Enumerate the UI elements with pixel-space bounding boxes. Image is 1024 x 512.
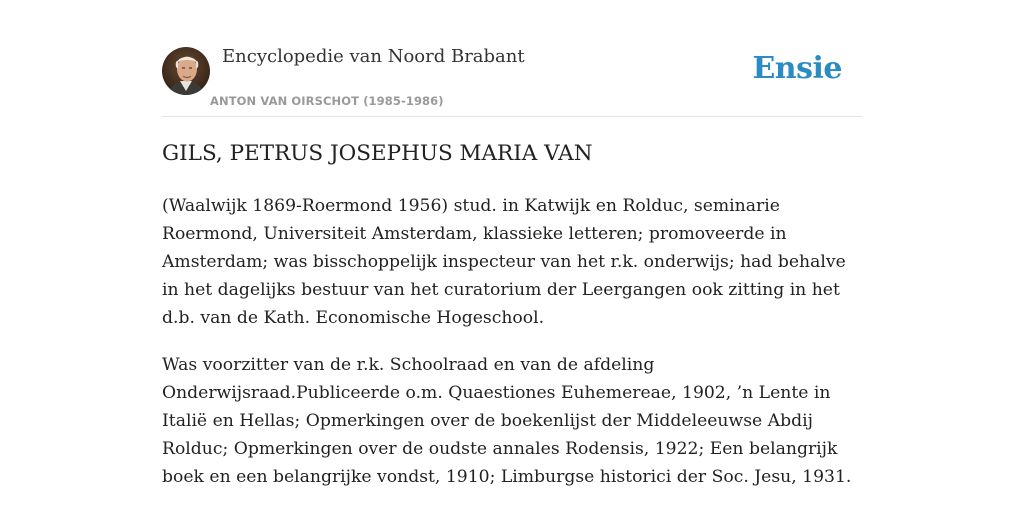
source-author[interactable]: ANTON VAN OIRSCHOT (1985-1986) — [210, 94, 444, 108]
entry-body — [162, 192, 862, 510]
source-header — [162, 0, 862, 117]
source-title[interactable]: Encyclopedie van Noord Brabant — [222, 46, 525, 67]
page — [162, 0, 862, 512]
entry-paragraph: Was voorzitter van de r.k. Schoolraad en van de afdeling Onderwijsraad.Publiceerde o.m. Quaestiones Euhemereae, 1902, ’n Lente in Italië en Hellas; Opmerkingen over de boekenlijst der Middeleeuwse Abdij Rolduc; Opmerkingen over de oudste annales Rodensis, 1922; Een belangrijk boek en een belangrijke vondst, 1910; Limburgse historici der Soc. Jesu, 1931. — [162, 355, 852, 487]
author-avatar[interactable] — [162, 47, 210, 95]
person-portrait-icon — [162, 47, 210, 95]
brand-logo[interactable]: Ensie — [752, 51, 842, 86]
entry-title: GILS, PETRUS JOSEPHUS MARIA VAN — [162, 141, 593, 166]
entry-paragraph: (Waalwijk 1869-Roermond 1956) stud. in Katwijk en Rolduc, seminarie Roermond, Universiteit Amsterdam, klassieke letteren; promoveerde in Amsterdam; was bisschoppelijk inspecteur van het r.k. onderwijs; had behalve in het dagelijks bestuur van het curatorium der Leergangen ook zitting in het d.b. van de Kath. Economische Hogeschool. — [162, 196, 846, 328]
